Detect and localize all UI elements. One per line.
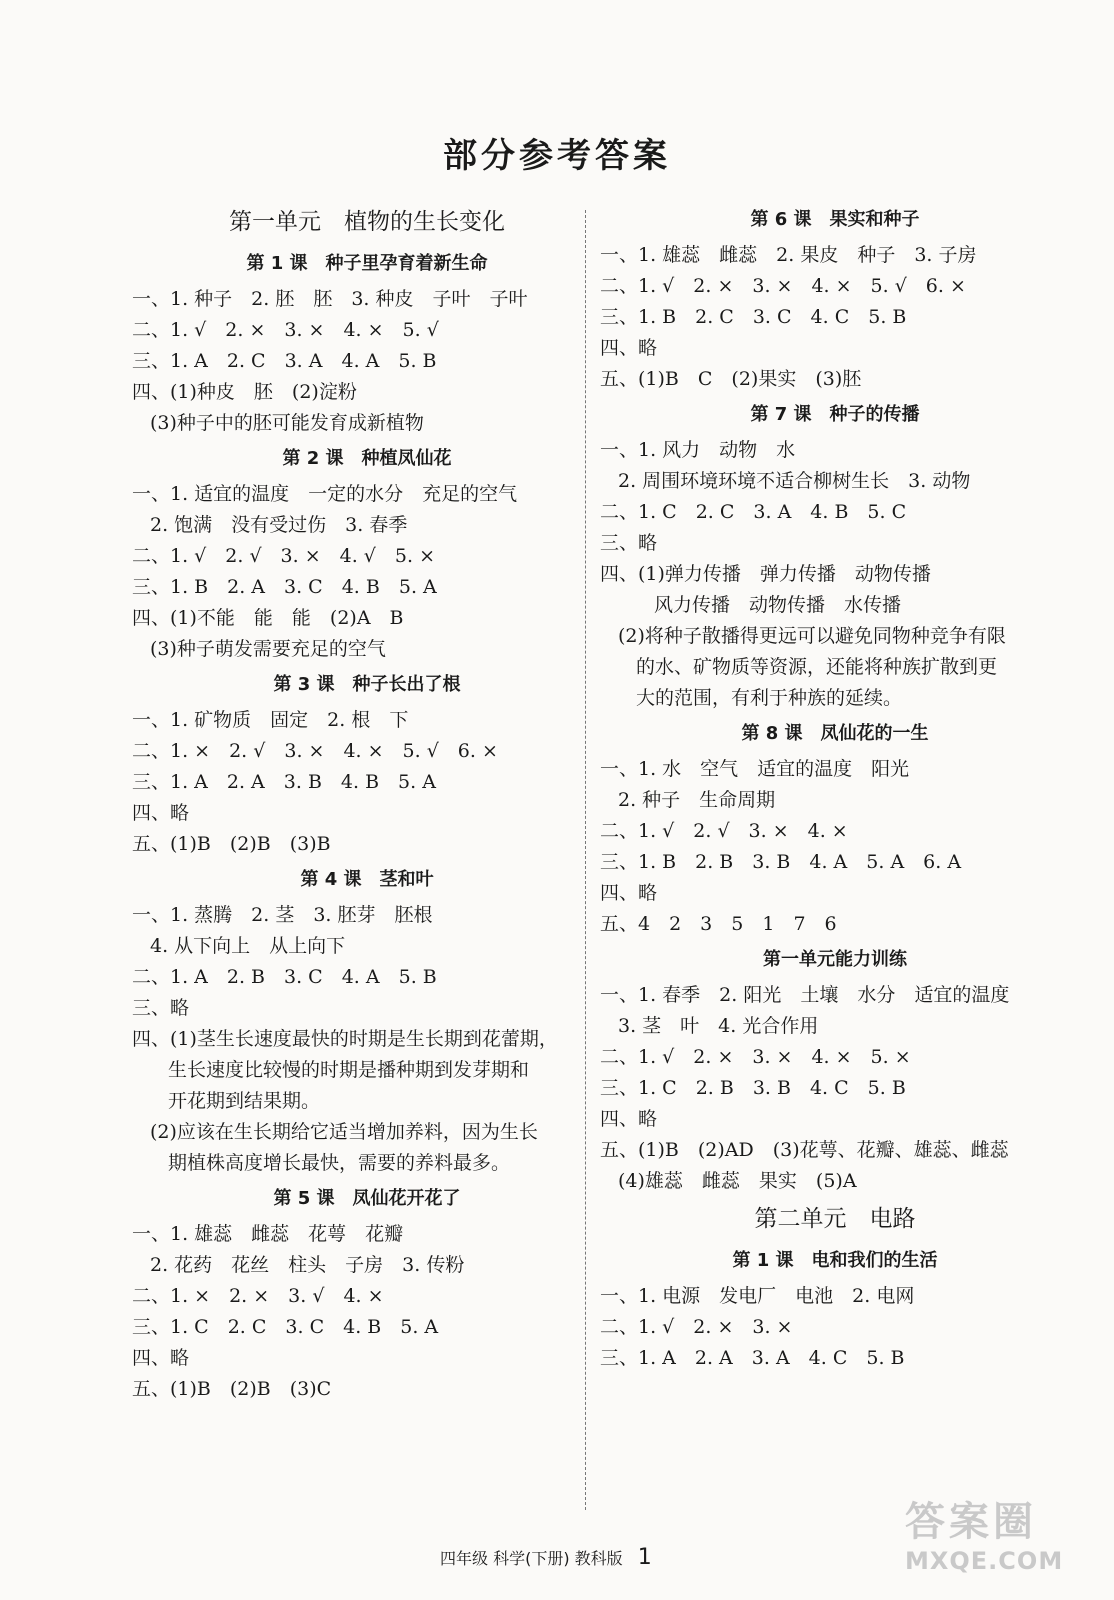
answer-line: 二、1. √ 2. × 3. × 4. × 5. √ <box>132 319 439 341</box>
answer-line: 五、(1)B (2)AD (3)花萼、花瓣、雄蕊、雌蕊 <box>600 1139 1009 1161</box>
answer-line: (3)种子中的胚可能发育成新植物 <box>150 412 424 434</box>
answer-line: 三、1. B 2. C 3. C 4. C 5. B <box>600 306 907 328</box>
answer-line: 风力传播 动物传播 水传播 <box>654 594 902 616</box>
answer-line: 三、略 <box>132 997 190 1019</box>
answer-line: 三、1. A 2. C 3. A 4. A 5. B <box>132 350 437 372</box>
answer-line: 四、略 <box>132 802 190 824</box>
answer-line: 五、4 2 3 5 1 7 6 <box>600 913 837 935</box>
lesson-heading: 第 8 课 凤仙花的一生 <box>741 723 929 744</box>
unit-heading: 第一单元 植物的生长变化 <box>229 209 505 235</box>
answer-line: 三、1. A 2. A 3. B 4. B 5. A <box>132 771 436 793</box>
lesson-heading: 第 1 课 种子里孕育着新生命 <box>246 253 488 274</box>
answer-line: 一、1. 适宜的温度 一定的水分 充足的空气 <box>132 483 518 505</box>
answer-line: 一、1. 电源 发电厂 电池 2. 电网 <box>600 1285 915 1307</box>
answer-line: 一、1. 雄蕊 雌蕊 花萼 花瓣 <box>132 1223 404 1245</box>
answer-line: 2. 花药 花丝 柱头 子房 3. 传粉 <box>150 1254 465 1276</box>
lesson-heading: 第 4 课 茎和叶 <box>300 869 434 890</box>
answer-line: 五、(1)B (2)B (3)C <box>132 1378 332 1400</box>
answer-line: 一、1. 风力 动物 水 <box>600 439 796 461</box>
lesson-heading: 第 6 课 果实和种子 <box>750 209 920 230</box>
answer-line: 3. 茎 叶 4. 光合作用 <box>618 1015 819 1037</box>
left-column <box>132 200 602 1405</box>
answer-line: 二、1. √ 2. × 3. × 4. × 5. √ 6. × <box>600 275 966 297</box>
watermark-url: MXQE.COM <box>905 1547 1064 1575</box>
answer-line: 4. 从下向上 从上向下 <box>150 935 346 957</box>
page-footer <box>440 1545 652 1570</box>
answer-line: 四、略 <box>600 337 658 359</box>
answer-line: 二、1. √ 2. × 3. × <box>600 1316 793 1338</box>
answer-line: 四、略 <box>132 1347 190 1369</box>
answer-line: 一、1. 种子 2. 胚 胚 3. 种皮 子叶 子叶 <box>132 288 528 310</box>
answer-line: 四、(1)弹力传播 弹力传播 动物传播 <box>600 563 931 585</box>
answer-line: 二、1. A 2. B 3. C 4. A 5. B <box>132 966 437 988</box>
page-title: 部分参考答案 <box>443 136 671 176</box>
page-number: 1 <box>637 1545 652 1570</box>
lesson-heading: 第 2 课 种植凤仙花 <box>282 448 452 469</box>
answer-line: 四、(1)不能 能 能 (2)A B <box>132 607 404 629</box>
answer-line: 二、1. × 2. × 3. √ 4. × <box>132 1285 384 1307</box>
answer-line: 四、略 <box>600 882 658 904</box>
answer-line: 二、1. C 2. C 3. A 4. B 5. C <box>600 501 907 523</box>
answer-line: 一、1. 蒸腾 2. 茎 3. 胚芽 胚根 <box>132 904 433 926</box>
answer-line: 二、1. √ 2. × 3. × 4. × 5. × <box>600 1046 911 1068</box>
lesson-heading: 第 1 课 电和我们的生活 <box>732 1250 938 1271</box>
answer-line: 一、1. 矿物质 固定 2. 根 下 <box>132 709 409 731</box>
answer-line: 二、1. √ 2. √ 3. × 4. √ 5. × <box>132 545 435 567</box>
footer-label: 四年级 科学(下册) 教科版 <box>440 1549 623 1568</box>
answer-line: 五、(1)B (2)B (3)B <box>132 833 331 855</box>
watermark-logo <box>905 1490 1095 1585</box>
answer-line: 期植株高度增长最快，需要的养料最多。 <box>168 1152 511 1174</box>
answer-line: (4)雄蕊 雌蕊 果实 (5)A <box>618 1170 857 1192</box>
answer-line: 一、1. 雄蕊 雌蕊 2. 果皮 种子 3. 子房 <box>600 244 977 266</box>
answer-line: 大的范围，有利于种族的延续。 <box>636 687 903 709</box>
answer-line: 二、1. × 2. √ 3. × 4. × 5. √ 6. × <box>132 740 498 762</box>
answer-line: 三、1. A 2. A 3. A 4. C 5. B <box>600 1347 905 1369</box>
answer-line: 四、(1)种皮 胚 (2)淀粉 <box>132 381 357 403</box>
lesson-heading: 第一单元能力训练 <box>763 949 907 970</box>
watermark-logo-text: 答案圈 <box>905 1499 1037 1545</box>
answer-line: 三、1. B 2. A 3. C 4. B 5. A <box>132 576 437 598</box>
answer-line: 三、1. C 2. B 3. B 4. C 5. B <box>600 1077 906 1099</box>
answer-line: 四、(1)茎生长速度最快的时期是生长期到花蕾期， <box>132 1028 558 1050</box>
answer-line: 生长速度比较慢的时期是播种期到发芽期和 <box>168 1059 530 1081</box>
answer-line: 2. 饱满 没有受过伤 3. 春季 <box>150 514 408 536</box>
answer-line: (2)将种子散播得更远可以避免同物种竞争有限 <box>618 625 1006 647</box>
answer-line: 2. 种子 生命周期 <box>618 789 776 811</box>
answer-line: 三、1. C 2. C 3. C 4. B 5. A <box>132 1316 439 1338</box>
answer-line: 2. 周围环境环境不适合柳树生长 3. 动物 <box>618 470 971 492</box>
unit-heading: 第二单元 电路 <box>754 1206 916 1232</box>
column-divider <box>585 210 586 1510</box>
answer-line: 五、(1)B C (2)果实 (3)胚 <box>600 368 862 390</box>
answer-line: 二、1. √ 2. √ 3. × 4. × <box>600 820 848 842</box>
lesson-heading: 第 5 课 凤仙花开花了 <box>273 1188 461 1209</box>
lesson-heading: 第 7 课 种子的传播 <box>750 404 920 425</box>
answer-line: (3)种子萌发需要充足的空气 <box>150 638 386 660</box>
right-column <box>600 200 1070 1374</box>
answer-line: 开花期到结果期。 <box>168 1090 321 1112</box>
lesson-heading: 第 3 课 种子长出了根 <box>273 674 461 695</box>
answer-line: (2)应该在生长期给它适当增加养料，因为生长 <box>150 1121 538 1143</box>
answer-line: 一、1. 水 空气 适宜的温度 阳光 <box>600 758 910 780</box>
answer-line: 的水、矿物质等资源，还能将种族扩散到更 <box>636 656 998 678</box>
answer-line: 三、略 <box>600 532 658 554</box>
answer-line: 三、1. B 2. B 3. B 4. A 5. A 6. A <box>600 851 962 873</box>
answer-line: 一、1. 春季 2. 阳光 土壤 水分 适宜的温度 <box>600 984 1010 1006</box>
answer-line: 四、略 <box>600 1108 658 1130</box>
